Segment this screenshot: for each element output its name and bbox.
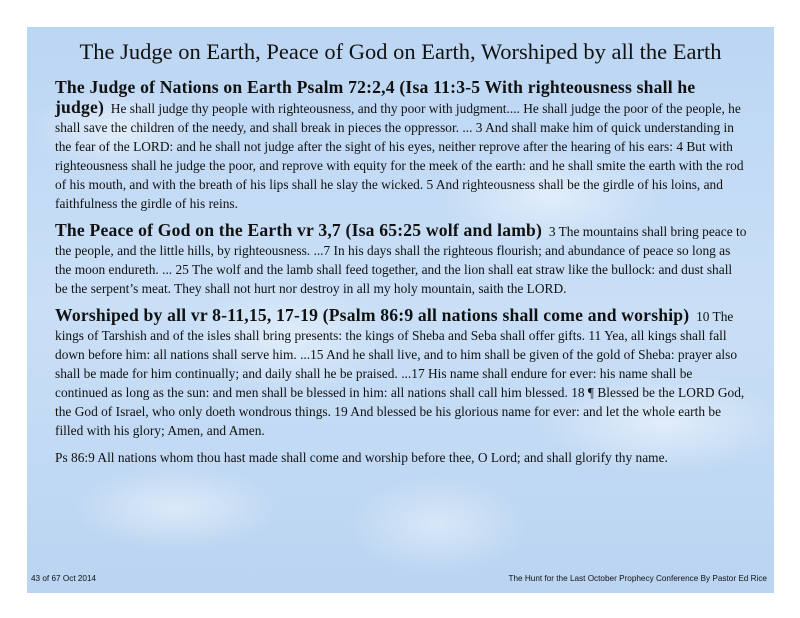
slide-content (55, 78, 748, 480)
section-peace (55, 221, 748, 298)
section-heading: The Peace of God on the Earth vr 3,7 (Isa 65:25 wolf and lamb) (55, 220, 543, 240)
psalm-quote: Ps 86:9 All nations whom thou hast made shall come and worship before thee, O Lord; and shall glorify thy name. (55, 450, 668, 465)
section-body: 10 The kings of Tarshish and of the isles shall bring presents: the kings of Sheba and Seba shall offer gifts. 11 Yea, all kings shall fall down before him: all nations shall serve him. ...15 And he shall live, and to him shall be given of the gold of Sheba: prayer also shall be made for him continually; and daily shall he be praised. ...17 His name shall endure for ever: his name shall be continued as long as the sun: and men shall be blessed in him: all nations shall call him blessed. 18 ¶ Blessed be the LORD God, the God of Israel, who only doeth wondrous things. 19 And blessed be his glorious name for ever: and let the whole earth be filled with his glory; Amen, and Amen. (55, 309, 745, 438)
section-body: 3 The mountains shall bring peace to the people, and the little hills, by righteousness. ...7 In his days shall the righteous flourish; and abundance of peace so long as the moon endureth. ... 25 The wolf and the lamb shall feed together, and the lion shall eat straw like the bullock: and dust shall be the serpent’s meat. They shall not hurt nor destroy in all my holy mountain, saith the LORD. (55, 224, 747, 296)
slide-number: 43 of 67 Oct 2014 (31, 574, 97, 583)
slide (27, 27, 774, 593)
slide-title: The Judge on Earth, Peace of God on Earth, Worshiped by all the Earth (79, 39, 722, 64)
section-body: He shall judge thy people with righteousness, and thy poor with judgment.... He shall judge the poor of the people, he shall save the children of the needy, and shall break in pieces the oppressor. ... 3 And shall make him of quick understanding in the fear of the LORD: and he shall not judge after the sight of his eyes, neither reprove after the hearing of his ears: 4 But with righteousness shall he judge the poor, and reprove with equity for the meek of the earth: and he shall smite the earth with the rod of his mouth, and with the breath of his lips shall he slay the wicked. 5 And righteousness shall be the girdle of his loins, and faithfulness the girdle of his reins. (55, 101, 744, 211)
conference-credit: The Hunt for the Last October Prophecy Conference By Pastor Ed Rice (508, 574, 767, 583)
section-heading: The Judge of Nations on Earth Psalm 72:2,4 (Isa 11:3-5 With righteousness shall he judge) (55, 77, 696, 117)
section-heading: Worshiped by all vr 8-11,15, 17-19 (Psalm 86:9 all nations shall come and worship) (55, 305, 690, 325)
section-judge (55, 78, 748, 213)
section-worship (55, 306, 748, 440)
